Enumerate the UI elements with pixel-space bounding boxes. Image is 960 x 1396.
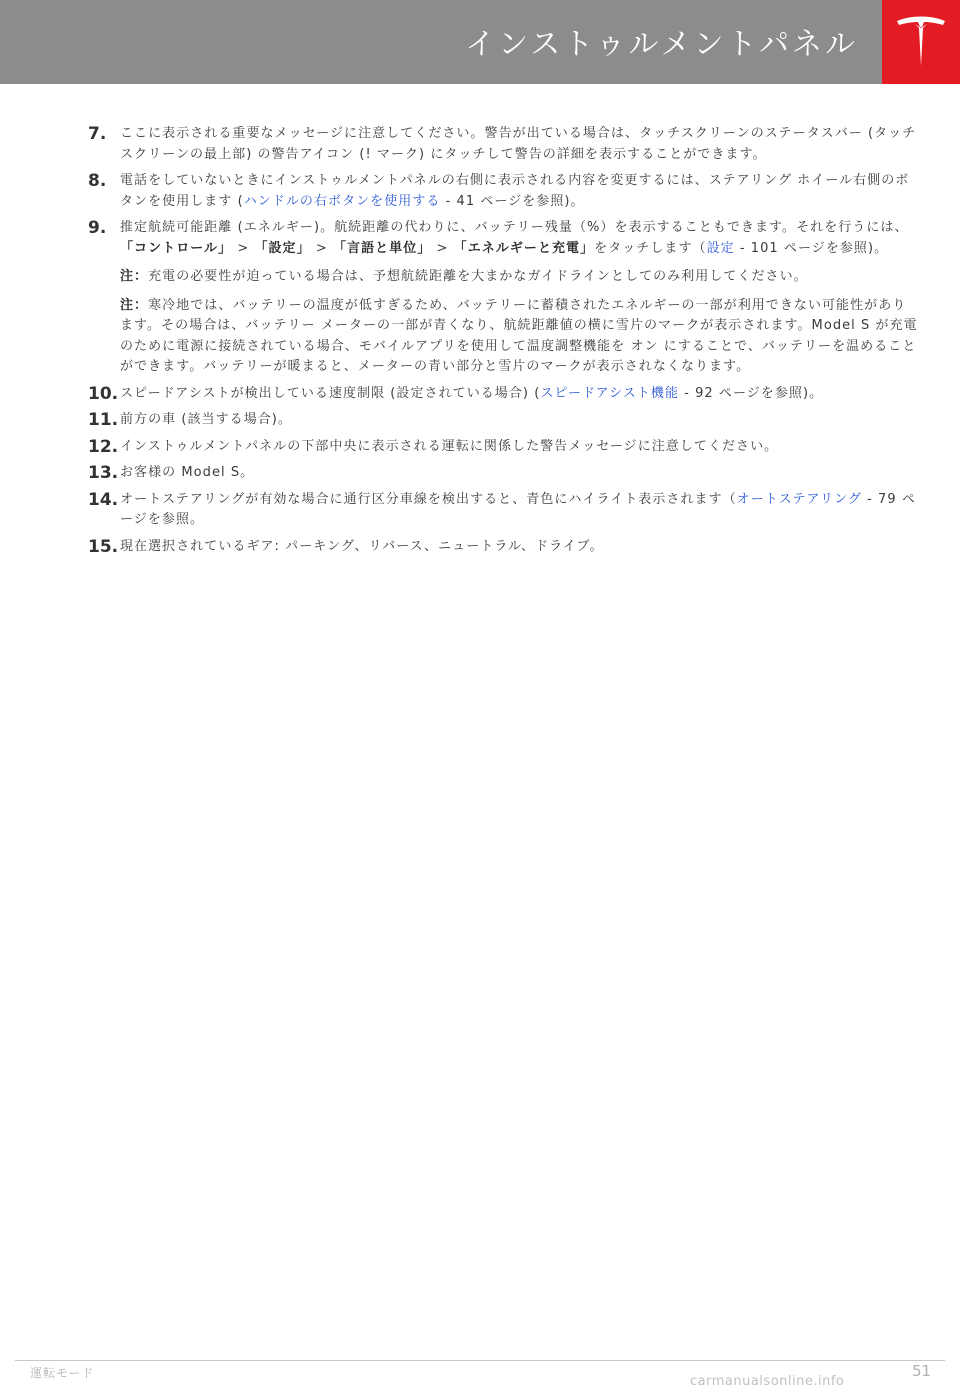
menu-path-energy-charging: 「エネルギーと充電」 (453, 240, 595, 256)
instrument-list (88, 124, 920, 563)
list-item (88, 490, 920, 531)
item-text-part: 電話をしていないときにインストゥルメントパネルの右側に表示される内容を変更するには、ステアリング ホイール右側のボタンを使用します ( (120, 173, 910, 209)
item-number: 10. (88, 383, 119, 404)
list-item (88, 218, 920, 378)
item-text-part: オートステアリングが有効な場合に通行区分車線を検出すると、青色にハイライト表示されます（ (120, 491, 737, 507)
item-text-part: - 79 ページを参照。 (120, 491, 916, 527)
item-text: 現在選択されているギア: パーキング、リバース、ニュートラル、ドライブ。 (120, 538, 604, 554)
link-autosteer[interactable]: オートステアリング (736, 491, 862, 507)
note-text: 寒冷地では、バッテリーの温度が低すぎるため、バッテリーに蓄積されたエネルギーの一部が利用できない可能性があります。その場合は、バッテリー メーターの一部が青くなり、航続距離値の横に雪片のマークが表示されます。Model S が充電のために電源に接続されている場合、モバイルアプリを使用して温度調整機能を オン にすることで、バッテリーを温めることができます。バッテリーが暖まると、メーターの青い部分と雪片のマークが表示されなくなります。 (120, 297, 918, 374)
note-text: 充電の必要性が迫っている場合は、予想航続距離を大まかなガイドラインとしてのみ利用してください。 (148, 269, 808, 284)
menu-path-settings: 「設定」 (254, 240, 311, 256)
footer-section-name: 運転モード (30, 1366, 95, 1380)
list-item (88, 171, 920, 212)
menu-path-language-units: 「言語と単位」 (332, 240, 432, 256)
item-number: 7. (88, 124, 107, 144)
note-label: 注： (120, 269, 149, 284)
menu-path-separator: > (310, 240, 333, 256)
item-text (120, 171, 920, 212)
tesla-logo-icon (895, 12, 947, 70)
link-speed-assist[interactable]: スピードアシスト機能 (540, 385, 679, 401)
footer-divider (15, 1360, 945, 1361)
link-settings[interactable]: 設定 (706, 240, 735, 256)
item-text: 前方の車 (該当する場合)。 (120, 412, 292, 427)
menu-path-controls: 「コントロール」 (120, 240, 233, 256)
brand-logo-box (882, 0, 960, 84)
list-item (88, 384, 920, 405)
item-number: 12. (88, 436, 119, 457)
item-text (120, 490, 920, 531)
item-text-part: をタッチします（ (594, 240, 707, 256)
list-item (88, 537, 920, 558)
item-number: 13. (88, 463, 119, 483)
menu-path-separator: > (232, 240, 255, 256)
item-text: お客様の Model S。 (120, 465, 255, 480)
page-number: 51 (912, 1362, 932, 1380)
item-number: 9. (88, 218, 107, 238)
item-number: 8. (88, 171, 107, 191)
link-steering-right-button[interactable]: ハンドルの右ボタンを使用する (243, 193, 441, 209)
item-text: ここに表示される重要なメッセージに注意してください。警告が出ている場合は、タッチスクリーンのステータスバー (タッチスクリーンの最上部) の警告アイコン (! マーク) にタッチして警告の詳細を表示することができます。 (120, 126, 917, 162)
item-text-part: - 41 ページを参照)。 (440, 193, 585, 209)
item-text-part: - 92 ページを参照)。 (679, 385, 824, 401)
list-item (88, 124, 920, 165)
page-header (0, 0, 882, 84)
list-item (88, 463, 920, 484)
item-text-part: - 101 ページを参照)。 (734, 240, 889, 256)
note-label: 注： (120, 297, 149, 313)
item-text-part: 推定航続可能距離 (エネルギー)。航続距離の代わりに、バッテリー残量（%）を表示することもできます。それを行うには、 (120, 220, 909, 235)
item-number: 11. (88, 410, 119, 430)
page-title: インストゥルメントパネル (465, 27, 858, 62)
list-item (88, 437, 920, 458)
item-text (120, 218, 920, 259)
note (120, 296, 920, 378)
item-number: 15. (88, 536, 119, 557)
watermark: carmanualsonline.info (690, 1374, 845, 1389)
menu-path-separator: > (431, 240, 454, 256)
list-item (88, 410, 920, 431)
item-text: インストゥルメントパネルの下部中央に表示される運転に関係した警告メッセージに注意してください。 (120, 438, 779, 454)
item-number: 14. (88, 489, 119, 510)
item-text-part: スピードアシストが検出している速度制限 (設定されている場合) ( (120, 385, 541, 401)
item-text (120, 384, 920, 405)
note (120, 267, 920, 288)
